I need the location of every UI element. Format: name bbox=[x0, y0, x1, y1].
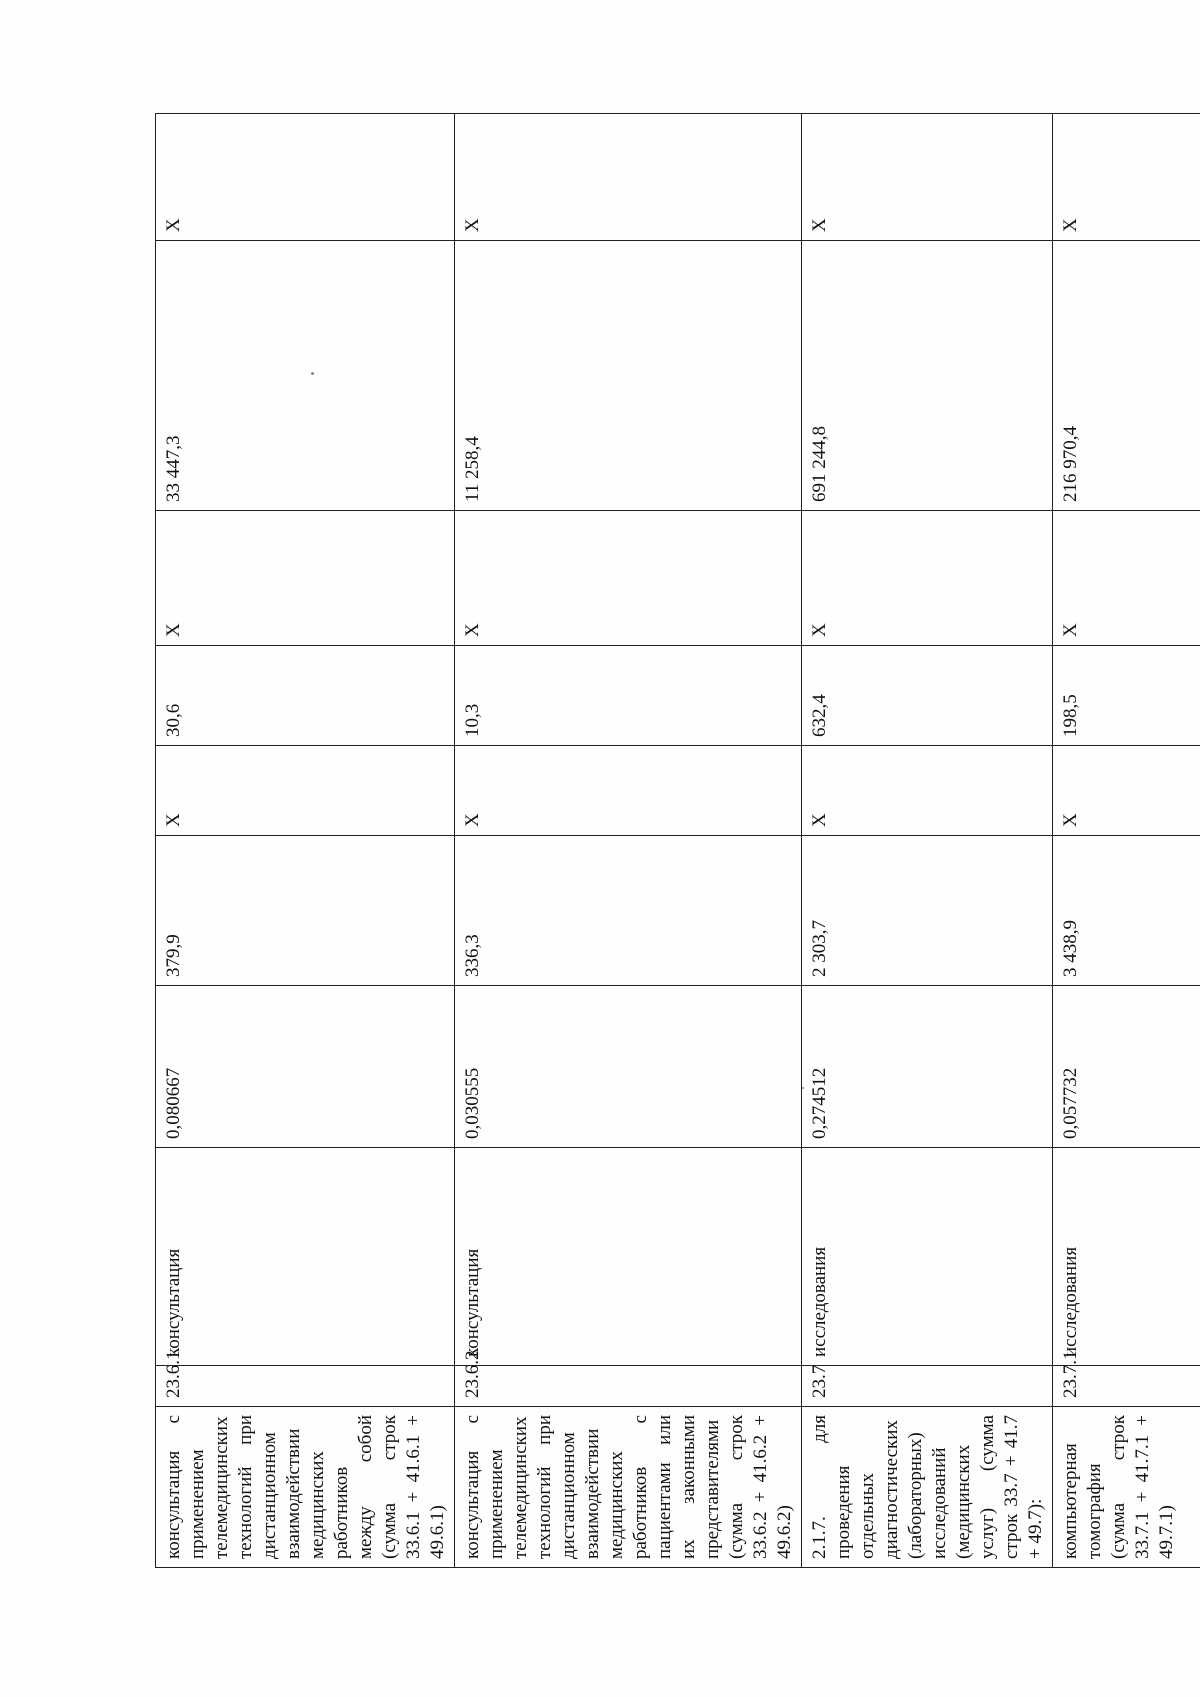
table-row bbox=[1053, 114, 1200, 1568]
table-row bbox=[455, 114, 802, 1568]
row-oms-per-capita: 30,6 bbox=[156, 646, 455, 746]
row-description: консультация с применением телемедицинских технологий при дистанционном взаимодействии медицинских работников между собой (сумма строк 33.6.1 + 41.6.1 + 49.6.1) bbox=[156, 1407, 455, 1568]
budget-table bbox=[155, 113, 1200, 1568]
row-volume-norm: 0,057732 bbox=[1053, 986, 1200, 1148]
row-share: X bbox=[455, 114, 802, 241]
row-budget-total: X bbox=[156, 511, 455, 646]
row-budget-per-capita: X bbox=[802, 746, 1053, 836]
row-volume-norm: 0,080667 bbox=[156, 986, 455, 1148]
row-description: консультация с применением телемедицинских технологий при дистанционном взаимодействии медицинских работников с пациентами или их законными представителями (сумма строк 33.6.2 + 41.6.2 + 49.6.2) bbox=[455, 1407, 802, 1568]
row-budget-per-capita: X bbox=[1053, 746, 1200, 836]
row-budget-per-capita: X bbox=[156, 746, 455, 836]
row-line-number: 23.7.1 bbox=[1053, 1366, 1200, 1407]
row-budget-per-capita: X bbox=[455, 746, 802, 836]
row-description: компьютерная томография (сумма строк 33.7.1 + 41.7.1 + 49.7.1) bbox=[1053, 1407, 1200, 1568]
scan-speck bbox=[802, 1087, 804, 1089]
row-description: 2.1.7. для проведения отдельных диагностических (лабораторных) исследований (медицинских услуг) (сумма строк 33.7 + 41.7 + 49.7): bbox=[802, 1407, 1053, 1568]
row-oms-total: 33 447,3 bbox=[156, 241, 455, 511]
row-volume-norm: 0,030555 bbox=[455, 986, 802, 1148]
row-cost-norm: 2 303,7 bbox=[802, 836, 1053, 986]
row-budget-total: X bbox=[802, 511, 1053, 646]
row-share: X bbox=[802, 114, 1053, 241]
row-oms-total: 691 244,8 bbox=[802, 241, 1053, 511]
row-cost-norm: 3 438,9 bbox=[1053, 836, 1200, 986]
table-row bbox=[156, 114, 455, 1568]
row-volume-norm: 0,274512 bbox=[802, 986, 1053, 1148]
row-oms-total: 216 970,4 bbox=[1053, 241, 1200, 511]
row-share: X bbox=[1053, 114, 1200, 241]
row-budget-total: X bbox=[455, 511, 802, 646]
row-line-number: 23.6.2 bbox=[455, 1366, 802, 1407]
row-oms-per-capita: 198,5 bbox=[1053, 646, 1200, 746]
row-oms-per-capita: 632,4 bbox=[802, 646, 1053, 746]
row-share: X bbox=[156, 114, 455, 241]
row-cost-norm: 379,9 bbox=[156, 836, 455, 986]
row-unit: консультация bbox=[455, 1148, 802, 1366]
row-oms-total: 11 258,4 bbox=[455, 241, 802, 511]
row-line-number: 23.6.1 bbox=[156, 1366, 455, 1407]
row-oms-per-capita: 10,3 bbox=[455, 646, 802, 746]
table-row bbox=[802, 114, 1053, 1568]
scan-speck bbox=[311, 372, 314, 375]
row-line-number: 23.7 bbox=[802, 1366, 1053, 1407]
row-unit: исследования bbox=[1053, 1148, 1200, 1366]
row-unit: исследования bbox=[802, 1148, 1053, 1366]
rotated-table-container bbox=[155, 115, 1177, 1568]
row-unit: консультация bbox=[156, 1148, 455, 1366]
row-cost-norm: 336,3 bbox=[455, 836, 802, 986]
row-budget-total: X bbox=[1053, 511, 1200, 646]
